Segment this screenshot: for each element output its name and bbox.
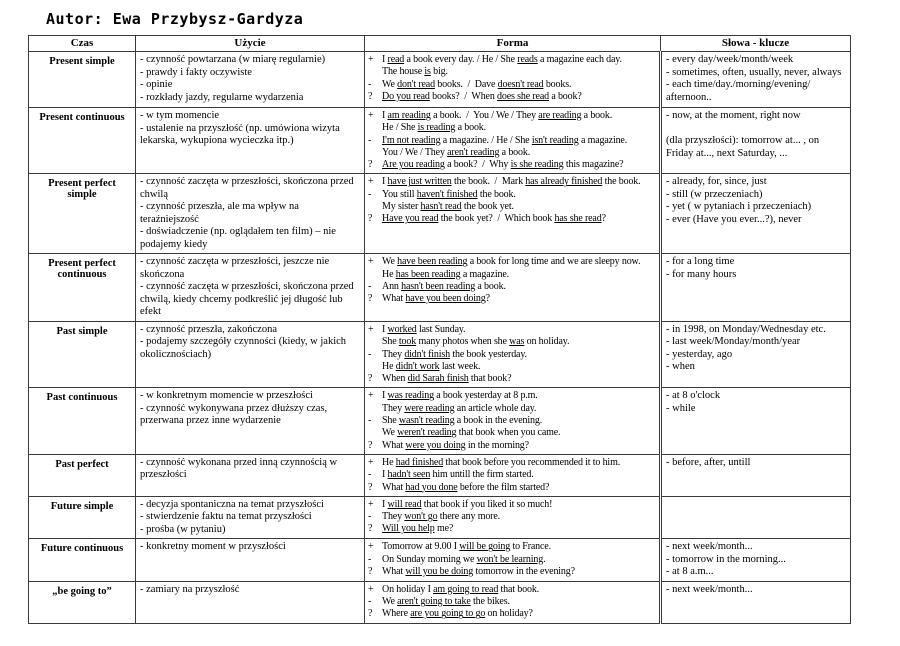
polarity-sign: ?	[368, 439, 373, 451]
example-text: They were reading an article whole day.	[382, 402, 537, 414]
forma-line	[368, 373, 655, 385]
example-text: Tomorrow at 9.00 I will be going to France.	[382, 541, 551, 553]
polarity-sign: ?	[368, 293, 373, 305]
forma-line	[368, 541, 655, 553]
polarity-sign: -	[368, 415, 372, 427]
polarity-sign: -	[368, 281, 372, 293]
polarity-sign: -	[368, 511, 372, 523]
usage-cell	[136, 254, 365, 322]
polarity-sign: +	[368, 583, 374, 595]
usage-cell	[136, 174, 365, 254]
usage-line: - doświadczenie (np. oglądałem ten film) – nie podajemy kiedy	[140, 226, 336, 250]
tense-table-body	[29, 52, 851, 624]
usage-line: - opinie	[140, 79, 173, 90]
polarity-sign: +	[368, 256, 374, 268]
forma-line	[368, 469, 655, 481]
keywords-cell	[661, 539, 851, 582]
example-text: He has been reading a magazine.	[382, 268, 509, 280]
polarity-sign: -	[368, 596, 372, 608]
forma-line	[368, 269, 655, 281]
keyword-line: - tomorrow in the morning...	[666, 553, 786, 565]
forma-line	[368, 457, 655, 469]
example-text: Ann hasn't been reading a book.	[382, 281, 506, 293]
tense-cell: Future continuous	[29, 539, 136, 582]
keyword-line: - at 8 a.m...	[666, 566, 714, 578]
example-text: I have just written the book. / Mark has already finished the book.	[382, 176, 641, 188]
polarity-sign: -	[368, 469, 372, 481]
table-row	[29, 388, 851, 454]
example-text: The house is big.	[382, 66, 448, 78]
example-text: My sister hasn't read the book yet.	[382, 201, 514, 213]
example-text: Will you help me?	[382, 523, 454, 535]
example-text: He had finished that book before you recommended it to him.	[382, 456, 621, 468]
table-row	[29, 321, 851, 387]
forma-line	[368, 256, 655, 268]
example-text: You / We / They aren't reading a book.	[382, 146, 531, 158]
polarity-sign: +	[368, 323, 374, 335]
usage-line: - ustalenie na przyszłość (np. umówiona wizyta lekarska, wykupiona wycieczka itp.)	[140, 122, 340, 146]
example-text: They won't go there any more.	[382, 511, 500, 523]
example-text: He / She is reading a book.	[382, 122, 486, 134]
forma-line	[368, 213, 655, 225]
forma-cell	[365, 388, 661, 454]
table-row	[29, 539, 851, 582]
table-row	[29, 581, 851, 623]
forma-line	[368, 122, 655, 134]
forma-line	[368, 608, 655, 620]
usage-cell	[136, 539, 365, 582]
polarity-sign: ?	[368, 608, 373, 620]
forma-line	[368, 349, 655, 361]
tense-table	[28, 35, 851, 624]
keywords-cell	[661, 454, 851, 496]
forma-line	[368, 189, 655, 201]
usage-line: - czynność powtarzana (w miarę regularnie)	[140, 54, 326, 65]
table-row	[29, 108, 851, 174]
header-uzycie: Użycie	[136, 36, 365, 52]
keyword-line: - in 1998, on Monday/Wednesday etc.	[666, 323, 826, 335]
usage-line: - zamiary na przyszłość	[140, 583, 240, 595]
forma-line	[368, 79, 655, 91]
keyword-line: - next week/month...	[666, 541, 753, 553]
keyword-line: - last week/Monday/month/year	[666, 336, 801, 348]
tense-cell: Past continuous	[29, 388, 136, 454]
example-text: They didn't finish the book yesterday.	[382, 348, 527, 360]
example-text: I was reading a book yesterday at 8 p.m.	[382, 390, 538, 402]
tense-cell: „be going to”	[29, 581, 136, 623]
keyword-line: - before, after, untill	[666, 456, 751, 468]
tense-cell: Past simple	[29, 321, 136, 387]
forma-line	[368, 336, 655, 348]
forma-cell	[365, 254, 661, 322]
example-text: Where are you going to go on holiday?	[382, 608, 533, 620]
forma-line	[368, 176, 655, 188]
forma-cell	[365, 539, 661, 582]
example-text: What were you doing in the morning?	[382, 439, 529, 451]
forma-cell	[365, 108, 661, 174]
forma-line	[368, 584, 655, 596]
table-row	[29, 52, 851, 108]
keyword-line: - each time/day./morning/evening/ afternoon..	[666, 79, 811, 103]
usage-line: - czynność przeszła, ale ma wpływ na teraźniejszość	[140, 201, 299, 225]
polarity-sign: -	[368, 188, 372, 200]
polarity-sign: +	[368, 498, 374, 510]
example-text: I will read that book if you liked it so much!	[382, 498, 553, 510]
polarity-sign: +	[368, 456, 374, 468]
polarity-sign: ?	[368, 213, 373, 225]
usage-line: - podajemy szczegóły czynności (kiedy, w jakich okolicznościach)	[140, 336, 347, 360]
forma-line	[368, 566, 655, 578]
forma-line	[368, 440, 655, 452]
forma-line	[368, 554, 655, 566]
forma-line	[368, 110, 655, 122]
header-row	[29, 36, 851, 52]
forma-line	[368, 596, 655, 608]
usage-line: - czynność wykonywana przez dłuższy czas, przerwana przez inne wydarzenie	[140, 402, 328, 427]
header-forma: Forma	[365, 36, 661, 52]
polarity-sign: ?	[368, 90, 373, 102]
keyword-line: (dla przyszłości): tomorrow at... , on Friday at..., next Saturday, ...	[666, 135, 820, 159]
forma-line	[368, 159, 655, 171]
keywords-cell	[661, 496, 851, 539]
usage-line: - prośba (w pytaniu)	[140, 523, 226, 535]
forma-line	[368, 361, 655, 373]
forma-line	[368, 91, 655, 103]
forma-line	[368, 499, 655, 511]
forma-line	[368, 523, 655, 535]
header-czas: Czas	[29, 36, 136, 52]
usage-line: - w tym momencie	[140, 110, 220, 121]
example-text: When did Sarah finish that book?	[382, 373, 512, 385]
polarity-sign: +	[368, 110, 374, 121]
example-text: Are you reading a book? / Why is she reading this magazine?	[382, 159, 624, 171]
example-text: We don't read books. / Dave doesn't read books.	[382, 78, 572, 90]
example-text: Have you read the book yet? / Which book has she read?	[382, 213, 606, 225]
usage-cell	[136, 496, 365, 539]
example-text: We aren't going to take the bikes.	[382, 596, 510, 608]
keywords-cell	[661, 581, 851, 623]
keywords-cell	[661, 388, 851, 454]
keyword-line: - already, for, since, just	[666, 176, 767, 188]
tense-cell: Future simple	[29, 496, 136, 539]
example-text: I worked last Sunday.	[382, 323, 466, 335]
usage-line: - czynność wykonana przed inną czynnością w przeszłości	[140, 456, 338, 481]
table-row	[29, 496, 851, 539]
keyword-line: - still (w przeczeniach)	[666, 188, 763, 200]
keyword-line: - next week/month...	[666, 583, 753, 595]
example-text: He didn't work last week.	[382, 360, 481, 372]
example-text: What will you be doing tomorrow in the evening?	[382, 565, 575, 577]
forma-line	[368, 54, 655, 66]
usage-cell	[136, 388, 365, 454]
keyword-line: - for a long time	[666, 256, 735, 268]
forma-cell	[365, 454, 661, 496]
example-text: We have been reading a book for long time and we are sleepy now.	[382, 256, 641, 268]
keyword-line: - when	[666, 361, 695, 373]
example-text: I'm not reading a magazine. / He / She isn't reading a magazine.	[382, 134, 628, 146]
table-row	[29, 454, 851, 496]
keyword-line: - at 8 o'clock	[666, 390, 721, 402]
tense-cell: Past perfect	[29, 454, 136, 496]
forma-line	[368, 293, 655, 305]
keyword-line: - for many hours	[666, 268, 737, 280]
usage-line: - w konkretnym momencie w przeszłości	[140, 390, 313, 402]
keyword-line: - yesterday, ago	[666, 348, 733, 360]
forma-line	[368, 427, 655, 439]
keywords-cell	[661, 254, 851, 322]
usage-line: - rozkłady jazdy, regularne wydarzenia	[140, 91, 304, 103]
forma-line	[368, 390, 655, 402]
tense-cell: Present perfect simple	[29, 174, 136, 254]
polarity-sign: -	[368, 348, 372, 360]
keywords-cell	[661, 108, 851, 174]
keyword-line: - every day/week/month/week	[666, 54, 794, 65]
polarity-sign: +	[368, 390, 374, 402]
usage-line: - stwierdzenie faktu na temat przyszłości	[140, 511, 312, 523]
example-text: She wasn't reading a book in the evening.	[382, 415, 543, 427]
polarity-sign: ?	[368, 373, 373, 385]
usage-cell	[136, 108, 365, 174]
example-text: On Sunday morning we won't be learning.	[382, 553, 546, 565]
polarity-sign: -	[368, 553, 372, 565]
polarity-sign: ?	[368, 523, 373, 535]
forma-line	[368, 135, 655, 147]
usage-cell	[136, 321, 365, 387]
polarity-sign: +	[368, 54, 374, 65]
keyword-line: - ever (Have you ever...?), never	[666, 213, 802, 225]
keyword-line: - yet ( w pytaniach i przeczeniach)	[666, 201, 812, 213]
table-row	[29, 174, 851, 254]
tense-cell: Present simple	[29, 52, 136, 108]
author-title: Autor: Ewa Przybysz-Gardyza	[46, 10, 304, 28]
keyword-line	[666, 123, 846, 136]
usage-cell	[136, 581, 365, 623]
keywords-cell	[661, 321, 851, 387]
polarity-sign: +	[368, 541, 374, 553]
forma-line	[368, 324, 655, 336]
example-text: I am reading a book. / You / We / They are reading a book.	[382, 110, 613, 121]
header-slowa-klucze: Słowa - klucze	[661, 36, 851, 52]
usage-line: - konkretny moment w przyszłości	[140, 541, 286, 553]
keyword-line: - sometimes, often, usually, never, always	[666, 66, 842, 78]
forma-cell	[365, 496, 661, 539]
forma-line	[368, 482, 655, 494]
polarity-sign: +	[368, 176, 374, 188]
forma-line	[368, 281, 655, 293]
forma-line	[368, 415, 655, 427]
example-text: Do you read books? / When does she read a book?	[382, 90, 582, 102]
usage-cell	[136, 52, 365, 108]
example-text: I read a book every day. / He / She reads a magazine each day.	[382, 54, 622, 65]
example-text: What had you done before the film started?	[382, 481, 550, 493]
keyword-line: - while	[666, 402, 696, 414]
document-page	[0, 10, 900, 624]
usage-line: - prawdy i fakty oczywiste	[140, 66, 252, 78]
example-text: I hadn't seen him untill the firm started.	[382, 469, 534, 481]
tense-cell: Present perfect continuous	[29, 254, 136, 322]
tense-cell: Present continuous	[29, 108, 136, 174]
usage-line: - decyzja spontaniczna na temat przyszłości	[140, 498, 324, 510]
forma-cell	[365, 52, 661, 108]
usage-line: - czynność zaczęta w przeszłości, skończona przed chwilą	[140, 176, 354, 200]
keyword-line: - now, at the moment, right now	[666, 110, 801, 121]
example-text: We weren't reading that book when you came.	[382, 427, 561, 439]
forma-line	[368, 201, 655, 213]
polarity-sign: ?	[368, 159, 373, 171]
example-text: She took many photos when she was on holiday.	[382, 336, 570, 348]
polarity-sign: -	[368, 78, 372, 90]
forma-line	[368, 66, 655, 78]
example-text: What have you been doing?	[382, 293, 490, 305]
keywords-cell	[661, 52, 851, 108]
polarity-sign: ?	[368, 565, 373, 577]
table-row	[29, 254, 851, 322]
forma-cell	[365, 581, 661, 623]
usage-line: - czynność zaczęta w przeszłości, jeszcze nie skończona	[140, 256, 330, 280]
example-text: You still haven't finished the book.	[382, 188, 516, 200]
polarity-sign: -	[368, 134, 372, 146]
polarity-sign: ?	[368, 481, 373, 493]
forma-cell	[365, 174, 661, 254]
keywords-cell	[661, 174, 851, 254]
usage-cell	[136, 454, 365, 496]
example-text: On holiday I am going to read that book.	[382, 583, 540, 595]
forma-line	[368, 147, 655, 159]
usage-line: - czynność zaczęta w przeszłości, skończona przed chwilą, kiedy chcemy podkreślić jej długość lub efekt	[140, 281, 354, 318]
forma-line	[368, 511, 655, 523]
usage-line: - czynność przeszła, zakończona	[140, 323, 278, 335]
forma-cell	[365, 321, 661, 387]
forma-line	[368, 403, 655, 415]
